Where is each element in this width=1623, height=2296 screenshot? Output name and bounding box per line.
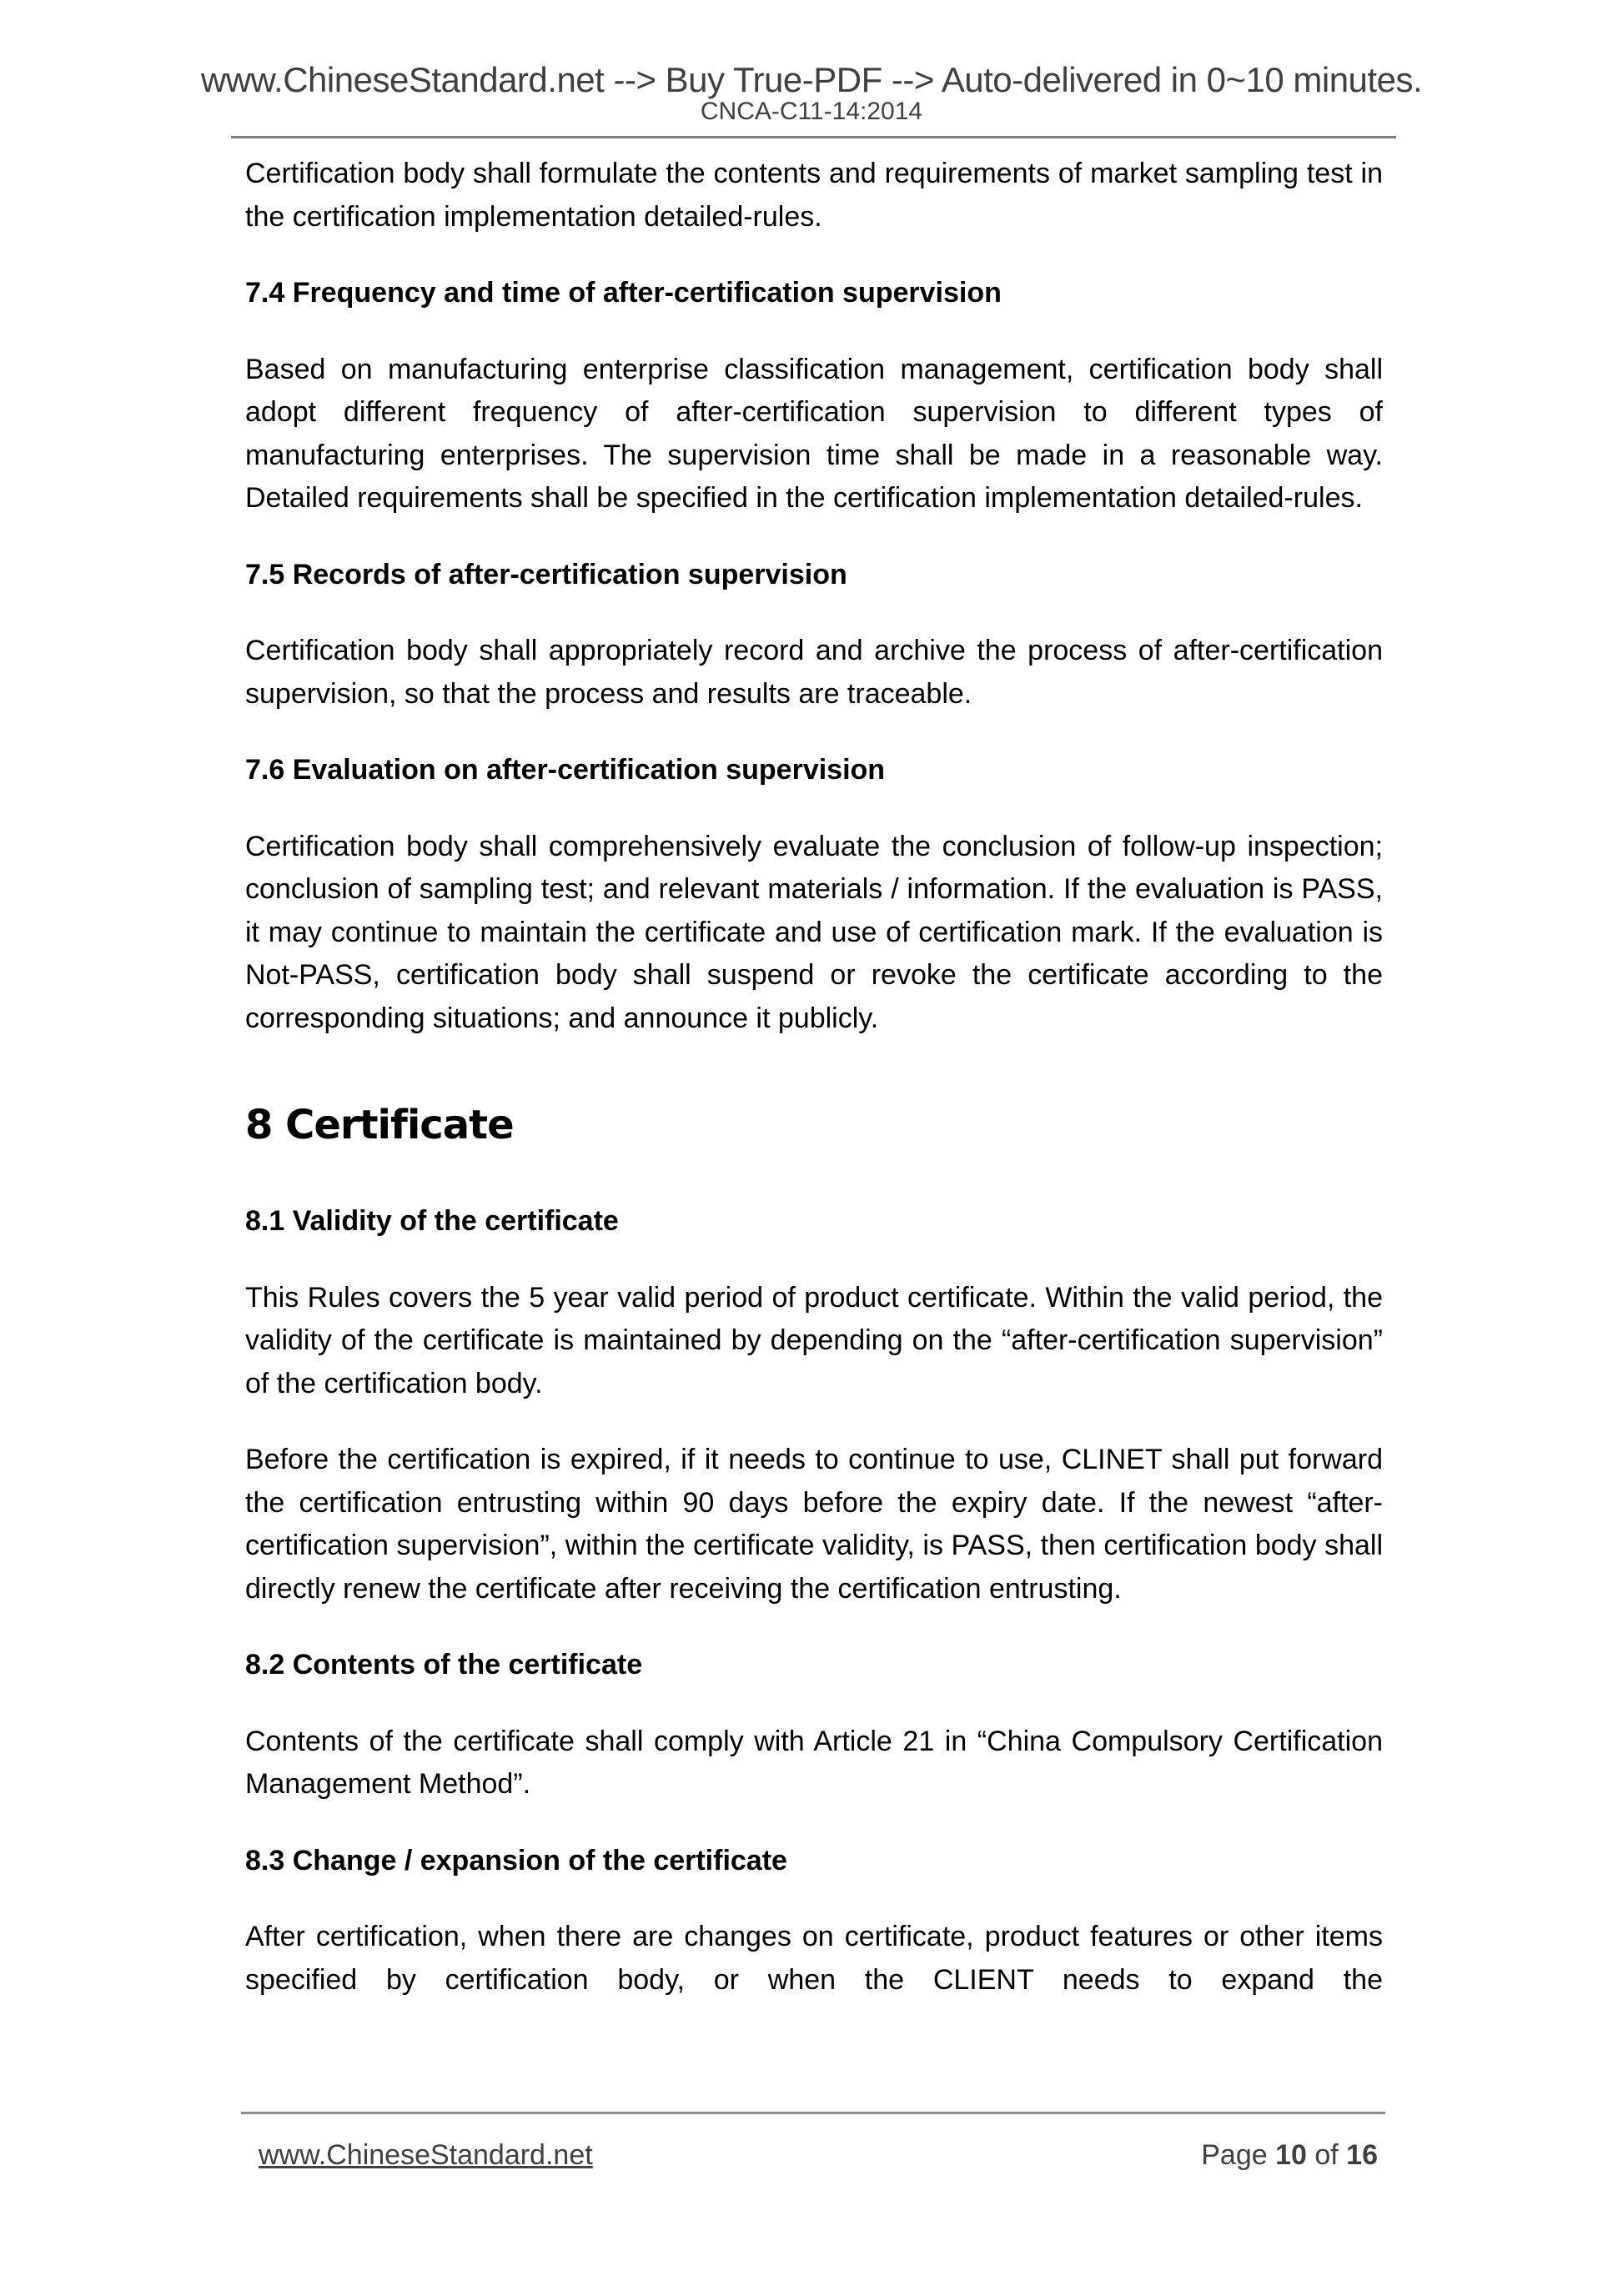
section-8-3-text: After certification, when there are changes on certificate, product features or other items specified by certification body, or when the CLIENT needs to expand the <box>245 1921 1383 1996</box>
section-8-heading: 8 Certificate <box>245 1102 514 1148</box>
section-7-6-heading: 7.6 Evaluation on after-certification supervision <box>245 754 886 786</box>
section-8-1-text-1: This Rules covers the 5 year valid period of product certificate. Within the valid period, the validity of the certificate is maintained by depending on the “after-certification supervision” of the certification body. <box>245 1281 1383 1399</box>
page-content <box>245 153 1383 2002</box>
page-prefix: Page <box>1201 2139 1276 2171</box>
section-7-4-text: Based on manufacturing enterprise classification management, certification body shall adopt different frequency of after-certification supervision to different types of manufacturing enterprises. The supervision time shall be made in a reasonable way. Detailed requirements shall be specified in the certification implementation detailed-rules. <box>245 353 1383 514</box>
page-current: 10 <box>1275 2139 1307 2171</box>
page-of: of <box>1306 2139 1347 2171</box>
header-banner: www.ChineseStandard.net --> Buy True-PDF --> Auto-delivered in 0~10 minutes. <box>200 60 1423 99</box>
page-number <box>1201 2139 1378 2172</box>
section-8-1-heading: 8.1 Validity of the certificate <box>245 1205 619 1237</box>
section-8-1-text-2: Before the certification is expired, if it needs to continue to use, CLINET shall put forward the certification entrusting within 90 days before the expiry date. If the newest “after-certification supervision”, within the certificate validity, is PASS, then certification body shall directly renew the certificate after receiving the certification entrusting. <box>245 1444 1383 1605</box>
intro-paragraph: Certification body shall formulate the contents and requirements of market sampling test in the certification implementation detailed-rules. <box>245 158 1383 233</box>
section-8-3-heading: 8.3 Change / expansion of the certificate <box>245 1844 787 1876</box>
section-7-4-heading: 7.4 Frequency and time of after-certification supervision <box>245 277 1002 309</box>
section-7-6-text: Certification body shall comprehensively evaluate the conclusion of follow-up inspection; conclusion of sampling test; and relevant materials / information. If the evaluation is PASS, it may continue to maintain the certificate and use of certification mark. If the evaluation is Not-PASS, certification body shall suspend or revoke the certificate according to the corresponding situations; and announce it publicly. <box>245 830 1383 1034</box>
footer-website-link[interactable]: www.ChineseStandard.net <box>259 2139 593 2171</box>
section-8-2-text: Contents of the certificate shall comply with Article 21 in “China Compulsory Certification Management Method”. <box>245 1725 1383 1800</box>
page-total: 16 <box>1346 2139 1378 2171</box>
document-code: CNCA-C11-14:2014 <box>700 98 923 125</box>
section-7-5-text: Certification body shall appropriately record and archive the process of after-certification supervision, so that the process and results are traceable. <box>245 635 1383 710</box>
footer-divider <box>241 2112 1385 2114</box>
header-divider <box>231 136 1396 138</box>
section-8-2-heading: 8.2 Contents of the certificate <box>245 1649 643 1681</box>
section-7-5-heading: 7.5 Records of after-certification supervision <box>245 558 847 590</box>
